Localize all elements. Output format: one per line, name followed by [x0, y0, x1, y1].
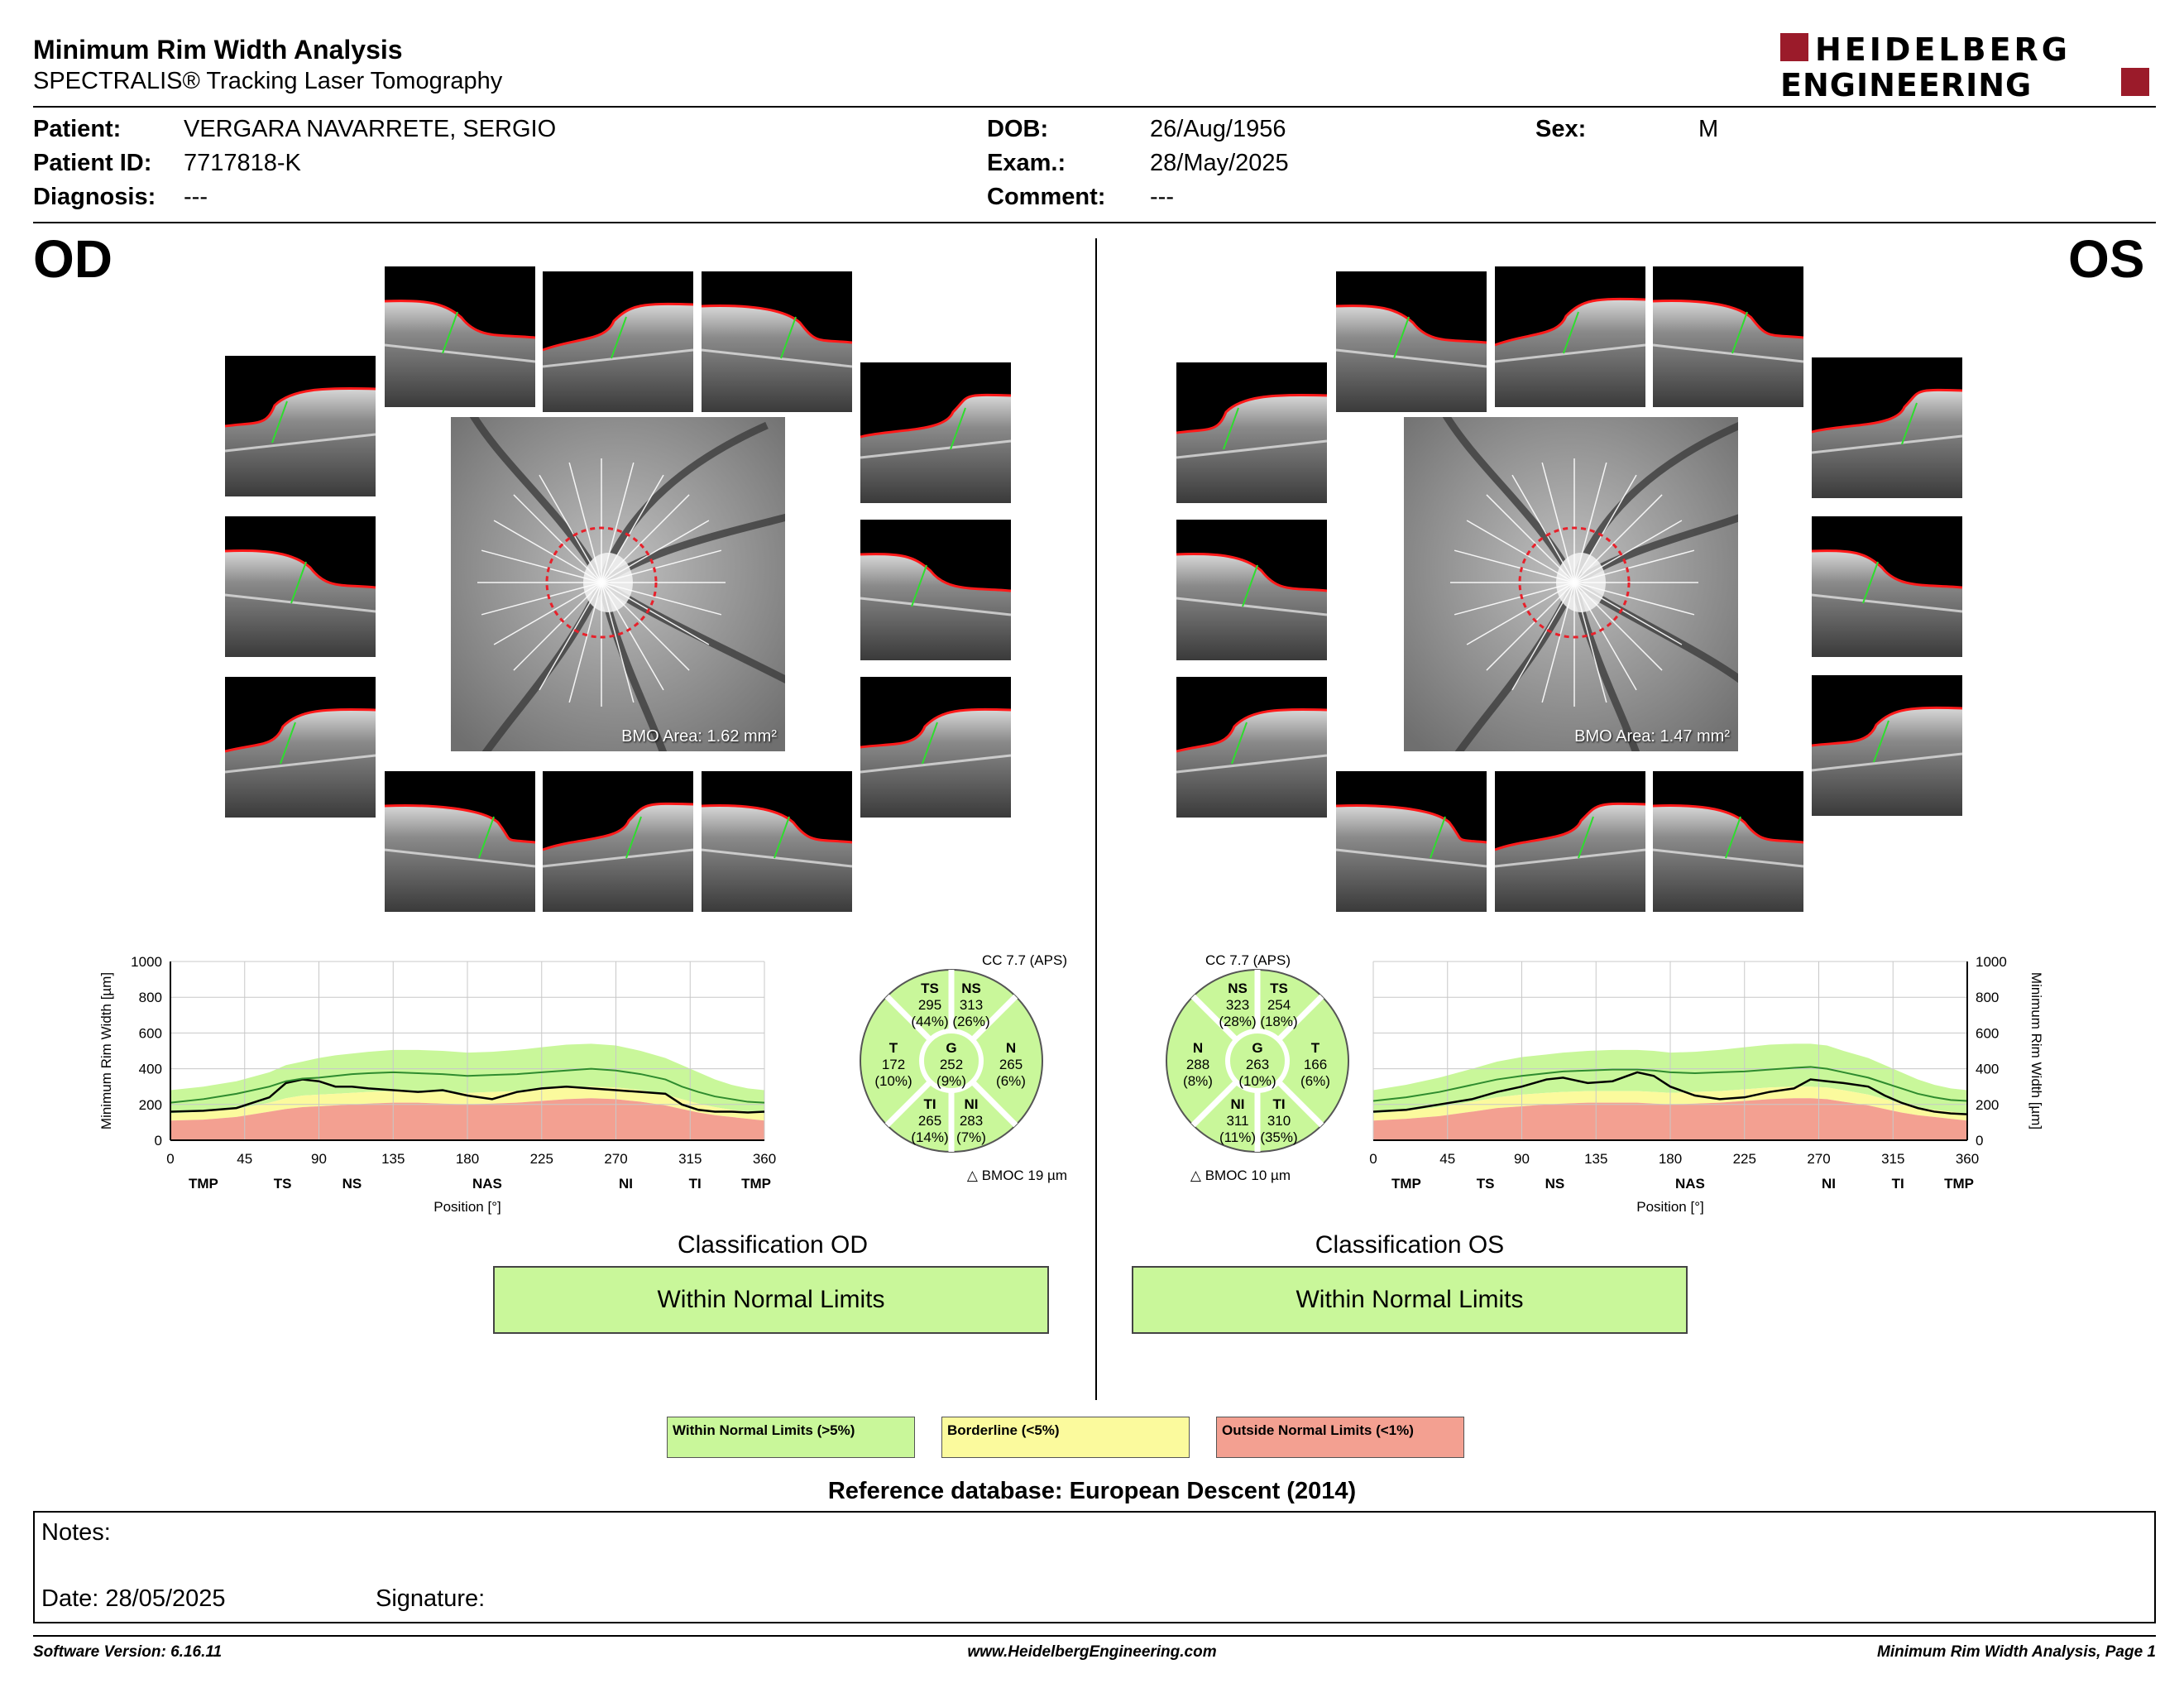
os-x-tick-label: 360 [1955, 1151, 1980, 1167]
od-oct-scan [860, 677, 1011, 818]
exam-value: 28/May/2025 [1150, 150, 1289, 176]
svg-text:G: G [946, 1040, 957, 1056]
os-x-tick-label: 45 [1439, 1151, 1456, 1167]
od-x-tick-label: 270 [604, 1151, 628, 1167]
os-sector-axis-label: TS [1476, 1176, 1495, 1192]
os-sector-axis-label: NAS [1674, 1176, 1705, 1192]
od-oct-scan [860, 362, 1011, 503]
svg-text:N: N [1005, 1040, 1017, 1056]
comment-label: Comment: [987, 184, 1106, 210]
os-oct-scan [1176, 362, 1327, 503]
os-bmoc-label: △ BMOC 10 µm [1190, 1168, 1291, 1183]
os-sector-diagram [1133, 945, 1382, 1185]
os-x-tick-label: 180 [1658, 1151, 1683, 1167]
od-label: OD [33, 229, 113, 289]
os-y-tick-label: 0 [1976, 1133, 1984, 1149]
os-oct-scan [1653, 771, 1803, 912]
os-fundus-image [1404, 417, 1738, 751]
od-mrw-chart [91, 952, 836, 1233]
os-oct-scan [1495, 771, 1645, 912]
svg-text:283: 283 [959, 1113, 984, 1129]
os-oct-scan [1812, 516, 1962, 657]
heidelberg-logo [1780, 31, 2154, 101]
svg-text:(6%): (6%) [1300, 1073, 1330, 1089]
od-oct-scan [225, 356, 376, 496]
header-divider [33, 106, 2156, 108]
os-x-axis-title: Position [°] [1636, 1199, 1704, 1215]
svg-text:323: 323 [1225, 997, 1250, 1013]
svg-text:295: 295 [917, 997, 942, 1013]
eye-divider [1095, 238, 1097, 1400]
od-x-tick-label: 225 [529, 1151, 553, 1167]
svg-text:TI: TI [1272, 1096, 1286, 1112]
website-link[interactable]: www.HeidelbergEngineering.com [967, 1643, 1217, 1661]
od-y-tick-label: 400 [138, 1061, 162, 1077]
od-y-tick-label: 600 [138, 1025, 162, 1042]
od-y-tick-label: 800 [138, 990, 162, 1006]
os-sector-axis-label: TI [1891, 1176, 1904, 1192]
os-oct-scan [1812, 357, 1962, 498]
od-x-axis-title: Position [°] [433, 1199, 501, 1215]
patient-label: Patient: [33, 116, 122, 142]
od-y-tick-label: 0 [154, 1133, 162, 1149]
svg-text:311: 311 [1226, 1113, 1249, 1129]
od-classification-value: Within Normal Limits [657, 1286, 885, 1313]
od-classification-box [493, 1266, 1049, 1334]
svg-text:(28%): (28%) [1219, 1014, 1257, 1029]
os-x-tick-label: 225 [1732, 1151, 1756, 1167]
svg-text:265: 265 [917, 1113, 942, 1129]
os-oct-scan [1176, 677, 1327, 818]
legend-borderline [941, 1417, 1190, 1458]
os-y-axis-title: Minimum Rim Width [µm] [2028, 971, 2044, 1130]
page-number: Minimum Rim Width Analysis, Page 1 [1877, 1643, 2156, 1661]
svg-text:G: G [1252, 1040, 1263, 1056]
logo-line1: HEIDELBERG [1815, 31, 2071, 68]
legend-within-normal-label: Within Normal Limits (>5%) [673, 1422, 855, 1438]
svg-text:NI: NI [1230, 1096, 1245, 1112]
svg-text:172: 172 [881, 1057, 906, 1072]
svg-text:166: 166 [1303, 1057, 1328, 1072]
svg-text:313: 313 [959, 997, 984, 1013]
od-x-tick-label: 90 [311, 1151, 327, 1167]
os-cc-label: CC 7.7 (APS) [1205, 952, 1291, 968]
svg-text:252: 252 [939, 1057, 964, 1072]
os-x-tick-label: 90 [1514, 1151, 1530, 1167]
software-version: Software Version: 6.16.11 [33, 1643, 223, 1661]
svg-text:(8%): (8%) [1183, 1073, 1213, 1089]
exam-label: Exam.: [987, 150, 1066, 176]
dob-label: DOB: [987, 116, 1049, 142]
svg-text:(9%): (9%) [936, 1073, 966, 1089]
od-x-tick-label: 135 [381, 1151, 405, 1167]
report-subtitle: SPECTRALIS® Tracking Laser Tomography [33, 68, 503, 94]
svg-text:NS: NS [961, 981, 981, 996]
od-x-tick-label: 180 [455, 1151, 480, 1167]
os-sector-axis-label: TMP [1391, 1176, 1421, 1192]
od-y-tick-label: 1000 [131, 954, 162, 970]
date-label: Date: 28/05/2025 [41, 1585, 226, 1612]
patient-id-label: Patient ID: [33, 150, 152, 176]
diagnosis-label: Diagnosis: [33, 184, 156, 210]
od-oct-scan [860, 520, 1011, 660]
od-sector-axis-label: NS [342, 1176, 362, 1192]
svg-text:254: 254 [1267, 997, 1291, 1013]
od-sector-diagram [827, 945, 1075, 1185]
svg-text:288: 288 [1185, 1057, 1210, 1072]
od-oct-scan [543, 771, 693, 912]
os-label: OS [2068, 229, 2145, 289]
svg-text:(7%): (7%) [956, 1129, 986, 1145]
os-oct-scan [1812, 675, 1962, 816]
od-x-tick-label: 315 [678, 1151, 702, 1167]
report-title: Minimum Rim Width Analysis [33, 35, 403, 65]
os-mrw-chart [1357, 952, 2101, 1233]
legend-outside-normal-label: Outside Normal Limits (<1%) [1222, 1422, 1414, 1438]
od-oct-scan [225, 516, 376, 657]
svg-text:(18%): (18%) [1260, 1014, 1298, 1029]
os-x-tick-label: 135 [1584, 1151, 1608, 1167]
legend-outside-normal [1216, 1417, 1464, 1458]
diagnosis-value: --- [184, 184, 208, 210]
os-y-tick-label: 400 [1976, 1061, 2000, 1077]
patient-divider [33, 222, 2156, 223]
svg-text:T: T [888, 1040, 898, 1056]
svg-text:(35%): (35%) [1260, 1129, 1298, 1145]
svg-text:263: 263 [1245, 1057, 1270, 1072]
os-y-tick-label: 1000 [1976, 954, 2007, 970]
od-sector-axis-label: TMP [741, 1176, 771, 1192]
os-x-tick-label: 315 [1881, 1151, 1905, 1167]
svg-text:(44%): (44%) [911, 1014, 949, 1029]
svg-text:(10%): (10%) [874, 1073, 912, 1089]
footer-divider [33, 1635, 2156, 1637]
signature-label: Signature: [376, 1585, 486, 1612]
od-bmo-area: BMO Area: 1.62 mm² [621, 727, 777, 746]
od-classification-title: Classification OD [677, 1231, 869, 1259]
comment-value: --- [1150, 184, 1174, 210]
notes-box [33, 1511, 2156, 1623]
svg-text:T: T [1310, 1040, 1320, 1056]
od-x-tick-label: 45 [237, 1151, 253, 1167]
od-fundus-image [451, 417, 785, 751]
svg-text:N: N [1192, 1040, 1204, 1056]
os-classification-title: Classification OS [1315, 1231, 1505, 1259]
svg-text:TI: TI [923, 1096, 936, 1112]
svg-text:(6%): (6%) [996, 1073, 1026, 1089]
od-sector-axis-label: NI [618, 1176, 633, 1192]
svg-text:(10%): (10%) [1238, 1073, 1276, 1089]
od-bmoc-label: △ BMOC 19 µm [966, 1168, 1067, 1183]
os-y-tick-label: 200 [1976, 1096, 2000, 1113]
notes-label: Notes: [41, 1519, 111, 1546]
od-sector-axis-label: TMP [188, 1176, 218, 1192]
svg-text:265: 265 [999, 1057, 1023, 1072]
od-x-tick-label: 360 [752, 1151, 777, 1167]
od-cc-label: CC 7.7 (APS) [982, 952, 1067, 968]
logo-line2: ENGINEERING [1780, 67, 2033, 101]
od-y-tick-label: 200 [138, 1096, 162, 1113]
legend-borderline-label: Borderline (<5%) [947, 1422, 1060, 1438]
os-bmo-area: BMO Area: 1.47 mm² [1574, 727, 1730, 746]
os-y-tick-label: 600 [1976, 1025, 2000, 1042]
od-sector-axis-label: TI [688, 1176, 702, 1192]
os-sector-axis-label: TMP [1944, 1176, 1974, 1192]
od-oct-scan [385, 266, 535, 407]
os-classification-value: Within Normal Limits [1296, 1286, 1524, 1313]
svg-text:NS: NS [1228, 981, 1248, 996]
od-oct-scan [385, 771, 535, 912]
svg-text:NI: NI [964, 1096, 979, 1112]
os-sector-axis-label: NS [1545, 1176, 1565, 1192]
od-oct-scan [702, 771, 852, 912]
patient-id: 7717818-K [184, 150, 301, 176]
dob-value: 26/Aug/1956 [1150, 116, 1286, 142]
od-oct-scan [543, 271, 693, 412]
os-y-tick-label: 800 [1976, 990, 2000, 1006]
od-y-axis-title: Minimum Rim Width [µm] [98, 971, 114, 1130]
od-oct-scan [225, 677, 376, 818]
svg-text:(14%): (14%) [911, 1129, 949, 1145]
os-oct-scan [1336, 771, 1487, 912]
os-oct-scan [1653, 266, 1803, 407]
os-classification-box [1132, 1266, 1688, 1334]
svg-text:TS: TS [921, 981, 939, 996]
svg-text:310: 310 [1267, 1113, 1291, 1129]
os-oct-scan [1336, 271, 1487, 412]
patient-name: VERGARA NAVARRETE, SERGIO [184, 116, 557, 142]
od-oct-scan [702, 271, 852, 412]
sex-label: Sex: [1535, 116, 1587, 142]
os-oct-scan [1495, 266, 1645, 407]
os-oct-scan [1176, 520, 1327, 660]
svg-text:TS: TS [1270, 981, 1288, 996]
svg-text:(26%): (26%) [952, 1014, 990, 1029]
od-sector-axis-label: TS [273, 1176, 292, 1192]
od-sector-axis-label: NAS [472, 1176, 502, 1192]
os-x-tick-label: 0 [1369, 1151, 1377, 1167]
os-sector-axis-label: NI [1821, 1176, 1836, 1192]
legend-within-normal [667, 1417, 915, 1458]
sex-value: M [1698, 116, 1719, 142]
od-x-tick-label: 0 [166, 1151, 175, 1167]
svg-text:(11%): (11%) [1219, 1129, 1257, 1145]
reference-database: Reference database: European Descent (2014) [827, 1478, 1357, 1504]
os-x-tick-label: 270 [1807, 1151, 1831, 1167]
